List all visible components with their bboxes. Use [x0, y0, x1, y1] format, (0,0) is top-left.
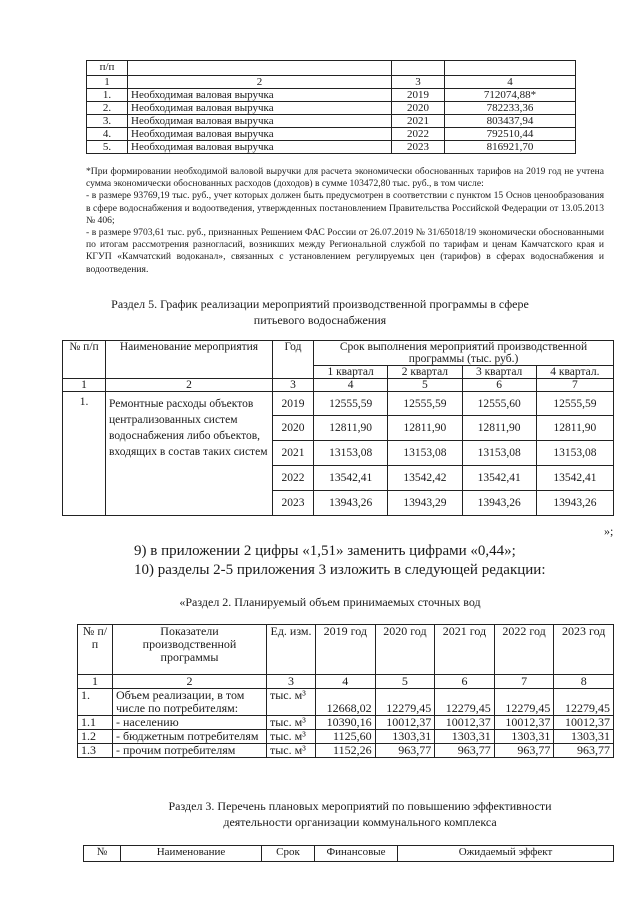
col-number: 5 — [388, 379, 462, 392]
col-number: 2 — [128, 76, 392, 89]
col-number: 3 — [273, 379, 314, 392]
col-year-header: Год — [273, 341, 314, 379]
table-row: 2. Необходимая валовая выручка 2020 782233,36 — [87, 102, 576, 115]
item-9: 9) в приложении 2 цифры «1,51» заменить цифрами «0,44»; — [134, 543, 516, 559]
col-number: 2 — [113, 675, 267, 689]
footnote — [86, 166, 604, 276]
table-row: 5. Необходимая валовая выручка 2023 816921,70 — [87, 141, 576, 154]
col-unit-header: Ед. изм. — [267, 625, 316, 675]
table-row: 1. Ремонтные расходы объектов централизованных систем водоснабжения либо объектов, входящих в состав таких систем 2019 12555,59 12555,59 12555,60 12555,59 — [63, 392, 614, 416]
section5-title: Раздел 5. График реализации мероприятий производственной программы в сфере питьевого водоснабжения — [111, 297, 529, 327]
col-number: 6 — [435, 675, 495, 689]
col-number: 6 — [462, 379, 536, 392]
revenue-table — [86, 60, 576, 154]
footnote-p2: - в размере 93769,19 тыс. руб., учет которых должен быть предусмотрен в соответствии с пунктом 15 Основ ценообразования в сфере водоснабжения и водоотведения, утвержденных постановлением Правительства Российской Федерации от 13.05.2013 № 406; — [86, 190, 604, 226]
col-term-header: Срок — [262, 846, 315, 862]
section5-table — [62, 340, 614, 516]
col-number: 4 — [445, 76, 576, 89]
table-row: 1. Объем реализации, в том числе по потребителям: тыс. м³ 12668,02 12279,45 12279,45 12279,45 12279,45 — [78, 689, 614, 716]
quarter-header: 2 квартал — [388, 366, 462, 379]
table-row: 2020 12811,90 12811,90 12811,90 12811,90 — [63, 416, 614, 441]
activity-name: Ремонтные расходы объектов централизованных систем водоснабжения либо объектов, входящих в состав таких систем — [106, 392, 273, 516]
col-name-header: Наименование — [121, 846, 262, 862]
col-number: 2 — [106, 379, 273, 392]
col-number: 1 — [87, 76, 128, 89]
col-effect-header: Ожидаемый эффект — [398, 846, 614, 862]
col-year-header: 2020 год — [375, 625, 435, 675]
quarter-header: 1 квартал — [314, 366, 388, 379]
section3-table — [83, 845, 614, 862]
col-year-header: 2019 год — [316, 625, 376, 675]
col-number: 4 — [316, 675, 376, 689]
col-indicator-header: Показатели производственной программы — [113, 625, 267, 675]
col-number: 8 — [554, 675, 614, 689]
col-finance-header: Финансовые — [315, 846, 398, 862]
table-row: 1.2 - бюджетным потребителям тыс. м³ 1125,60 1303,31 1303,31 1303,31 1303,31 — [78, 730, 614, 744]
quote-close: »; — [604, 524, 614, 538]
table-row: 2021 13153,08 13153,08 13153,08 13153,08 — [63, 441, 614, 466]
table-row: 4. Необходимая валовая выручка 2022 792510,44 — [87, 128, 576, 141]
table-row: 1. Необходимая валовая выручка 2019 712074,88* — [87, 89, 576, 102]
section3-title: Раздел 3. Перечень плановых мероприятий по повышению эффективности деятельности организации коммунального комплекса — [168, 799, 552, 829]
col-number: 4 — [314, 379, 388, 392]
col-np-header: № п/п — [63, 341, 106, 379]
quarter-header: 4 квартал. — [536, 366, 613, 379]
col-number: 7 — [494, 675, 554, 689]
col-year-header: 2021 год — [435, 625, 495, 675]
col-number: 1 — [78, 675, 113, 689]
footnote-p1: *При формировании необходимой валовой выручки для расчета экономически обоснованных тарифов на 2019 год не учтена сумма экономически обоснованных расходов (доходов) в сумме 103472,80 тыс. руб., в том числе: — [86, 166, 604, 190]
col-term-header: Срок выполнения мероприятий производственной программы (тыс. руб.) — [314, 341, 614, 366]
col-name-header: Наименование мероприятия — [106, 341, 273, 379]
quarter-header: 3 квартал — [462, 366, 536, 379]
section2-table — [77, 624, 614, 758]
col-number: 1 — [63, 379, 106, 392]
section2-title: «Раздел 2. Планируемый объем принимаемых сточных вод — [179, 595, 481, 609]
table-row: 1.3 - прочим потребителям тыс. м³ 1152,26 963,77 963,77 963,77 963,77 — [78, 744, 614, 758]
col-number: 7 — [536, 379, 613, 392]
table-row: 2022 13542,41 13542,42 13542,41 13542,41 — [63, 466, 614, 491]
footnote-p3: - в размере 9703,61 тыс. руб., признанных Решением ФАС России от 26.07.2019 № 31/65018/19 экономически обоснованными по итогам рассмотрения разногласий, возникших между Региональной службой по тарифам и ценам Камчатского края и КГУП «Камчатский водоканал», связанных с установлением регулируемых цен (тарифов) в сферах водоснабжения и водоотведения. — [86, 227, 604, 275]
table-row: 1.1 - населению тыс. м³ 10390,16 10012,37 10012,37 10012,37 10012,37 — [78, 716, 614, 730]
col-np-header: п/п — [87, 61, 128, 76]
col-number: 3 — [267, 675, 316, 689]
item-10: 10) разделы 2-5 приложения 3 изложить в следующей редакции: — [134, 562, 546, 578]
col-number: 3 — [392, 76, 445, 89]
col-np-header: № п/п — [78, 625, 113, 675]
table-row: 2023 13943,26 13943,29 13943,26 13943,26 — [63, 491, 614, 516]
col-year-header: 2022 год — [494, 625, 554, 675]
col-np-header: № — [84, 846, 121, 862]
col-number: 5 — [375, 675, 435, 689]
col-year-header: 2023 год — [554, 625, 614, 675]
table-row: 3. Необходимая валовая выручка 2021 803437,94 — [87, 115, 576, 128]
